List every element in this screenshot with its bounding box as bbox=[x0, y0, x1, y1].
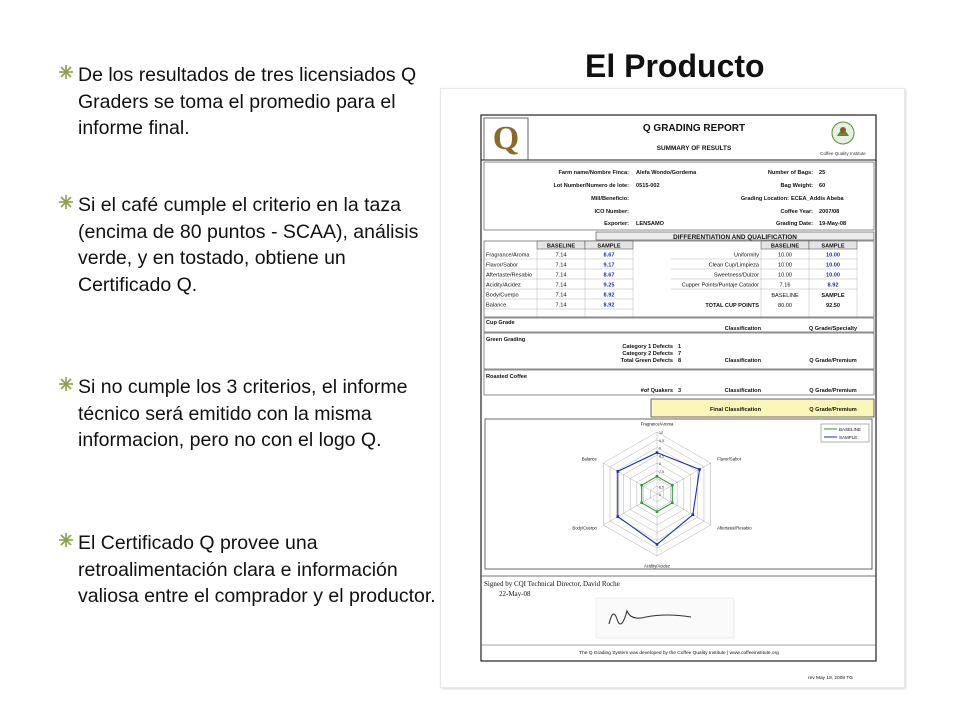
attr-baseline: 7.14 bbox=[555, 272, 567, 279]
info-value: 25 bbox=[819, 170, 826, 176]
radar-axis-label: Flavor/Sabor bbox=[717, 456, 742, 462]
radar-point-sample bbox=[617, 470, 620, 473]
totals-sample-header: SAMPLE bbox=[821, 293, 845, 299]
totals-baseline-header: BASELINE bbox=[771, 293, 799, 299]
bullet-text: El Certificado Q provee una retroalimentación clara e información valiosa entre el comprador y el productor. bbox=[78, 532, 436, 607]
attr-sample: 10.00 bbox=[826, 252, 840, 259]
roasted-classification-value: Q Grade/Premium bbox=[809, 388, 857, 394]
radar-tick-label: 6 bbox=[659, 493, 661, 497]
cup-grade-value: Q Grade/Specialty bbox=[808, 326, 858, 332]
asterisk-bullet-icon bbox=[58, 194, 74, 210]
legend-baseline-label: BASELINE bbox=[839, 427, 862, 432]
info-label: Grading Date: bbox=[776, 221, 813, 227]
slide-title: El Producto bbox=[585, 48, 765, 84]
radar-point-baseline bbox=[671, 502, 674, 505]
radar-chart bbox=[572, 422, 752, 569]
radar-tick-label: 6.5 bbox=[659, 485, 664, 490]
asterisk-bullet-icon bbox=[58, 376, 74, 392]
col-sample: SAMPLE bbox=[597, 243, 621, 250]
bullet-text: De los resultados de tres licensiados Q Graders se toma el promedio para el informe final. bbox=[78, 64, 417, 139]
info-label: Lot Number/Numero de lote: bbox=[553, 183, 629, 189]
report-drawing bbox=[441, 89, 906, 689]
info-label: Grading Location: bbox=[740, 196, 789, 202]
cqi-logo-icon bbox=[832, 122, 854, 144]
radar-tick-label: 9 bbox=[659, 446, 661, 451]
cup-grade-label: Cup Grade bbox=[486, 320, 515, 326]
quakers-label: #of Quakers bbox=[640, 388, 673, 394]
attr-name: Clean Cup/Limpieza bbox=[708, 262, 759, 269]
info-label: Bag Weight: bbox=[780, 183, 813, 189]
diff-title: DIFFERENTIATION AND QUALIFICATION bbox=[673, 234, 797, 241]
col-baseline: BASELINE bbox=[546, 243, 576, 250]
attr-sample: 9.17 bbox=[603, 262, 615, 269]
green-row-value: 8 bbox=[678, 358, 682, 364]
total-sample: 92.50 bbox=[826, 303, 840, 309]
attr-sample: 8.92 bbox=[603, 302, 615, 309]
revision-note: rev May 18, 2008 TG bbox=[808, 676, 853, 681]
green-row-value: 7 bbox=[678, 351, 682, 357]
attr-name: Uniformity bbox=[733, 252, 759, 259]
radar-point-baseline bbox=[656, 475, 659, 478]
info-label: Coffee Year: bbox=[780, 209, 813, 215]
green-classification-value: Q Grade/Premium bbox=[809, 358, 857, 364]
radar-point-baseline bbox=[640, 484, 643, 487]
attr-baseline: 7.14 bbox=[555, 302, 567, 309]
signed-by: Signed by CQI Technical Director, David Roche bbox=[484, 580, 620, 588]
attr-baseline: 7.16 bbox=[779, 282, 791, 289]
attr-sample: 8.92 bbox=[827, 282, 839, 289]
radar-point-baseline bbox=[640, 502, 643, 505]
total-cup-points-label: TOTAL CUP POINTS bbox=[705, 303, 759, 309]
attr-baseline: 7.14 bbox=[555, 262, 567, 269]
legend-sample-label: SAMPLE bbox=[839, 435, 858, 440]
attr-name: Body/Cuerpo bbox=[486, 292, 519, 299]
asterisk-bullet-icon bbox=[58, 64, 74, 80]
attr-name: Flavor/Sabor bbox=[486, 262, 519, 269]
radar-point-sample bbox=[698, 468, 701, 471]
attr-name: Fragrance/Aroma bbox=[486, 252, 530, 259]
radar-axis-label: Fragrance/Aroma bbox=[640, 421, 674, 427]
attr-name: Acidity/Acidez bbox=[486, 282, 521, 289]
col-baseline: BASELINE bbox=[770, 243, 800, 250]
radar-tick-label: 7 bbox=[659, 477, 661, 482]
attr-sample: 10.00 bbox=[826, 272, 840, 279]
attr-baseline: 7.14 bbox=[555, 292, 567, 299]
info-label: ICO Number: bbox=[594, 209, 629, 215]
radar-tick-label: 7.5 bbox=[659, 469, 664, 474]
attr-name: Sweetness/Dulzor bbox=[713, 272, 759, 279]
radar-axis-label: Aftertaste/Resabio bbox=[717, 525, 752, 531]
q-grading-report-document bbox=[440, 88, 905, 688]
final-classification-label: Final Classification bbox=[710, 407, 761, 413]
attr-sample: 9.25 bbox=[603, 282, 615, 289]
info-label: Number of Bags: bbox=[767, 170, 813, 176]
attr-sample: 8.67 bbox=[603, 272, 615, 279]
roasted-classification-label: Classification bbox=[724, 388, 761, 394]
roasted-coffee-label: Roasted Coffee bbox=[486, 374, 528, 380]
attr-baseline: 10.00 bbox=[778, 262, 792, 269]
info-value: 19-May-08 bbox=[819, 221, 847, 227]
quakers-value: 3 bbox=[678, 388, 682, 394]
green-grading-label: Green Grading bbox=[486, 337, 526, 343]
radar-point-sample bbox=[656, 543, 659, 546]
green-row-label: Category 1 Defects bbox=[622, 344, 673, 350]
green-classification-label: Classification bbox=[724, 358, 761, 364]
info-value: 60 bbox=[819, 183, 826, 189]
report-heading: Q GRADING REPORT bbox=[642, 123, 746, 134]
info-label: Mill/Beneficio: bbox=[591, 196, 629, 202]
radar-tick-label: 9.5 bbox=[659, 438, 664, 443]
total-baseline: 80.00 bbox=[778, 303, 792, 309]
asterisk-bullet-icon bbox=[58, 532, 74, 548]
radar-point-sample bbox=[617, 515, 620, 518]
report-subheading: SUMMARY OF RESULTS bbox=[656, 145, 732, 152]
radar-tick-label: 10 bbox=[659, 431, 663, 435]
green-row-value: 1 bbox=[678, 344, 682, 350]
bullet-text: Si no cumple los 3 criterios, el informe técnico será emitido con la misma informacion, pero no con el logo Q. bbox=[78, 376, 408, 451]
info-value: LENSAMO bbox=[636, 221, 664, 227]
radar-axis-label: Balance bbox=[581, 456, 597, 462]
attr-name: Balance bbox=[486, 302, 507, 309]
info-value: Alefa Wondo/Gordema bbox=[636, 170, 697, 176]
radar-point-baseline bbox=[671, 484, 674, 487]
attr-name: Cupper Points/Puntaje Catador bbox=[681, 282, 759, 289]
report-footer: The Q Grading System was developed by the Coffee Quality Institute | www.coffeeinstitute.org bbox=[579, 651, 779, 656]
final-classification-value: Q Grade/Premium bbox=[809, 407, 857, 413]
radar-axis-label: Acidity/Acidez bbox=[643, 563, 671, 569]
signed-date: 22-May-08 bbox=[499, 590, 531, 598]
info-label: Farm name/Nombre Finca: bbox=[558, 170, 629, 176]
attr-sample: 8.92 bbox=[603, 292, 615, 299]
attr-baseline: 7.14 bbox=[555, 282, 567, 289]
radar-point-sample bbox=[692, 513, 695, 516]
institute-name: Coffee Quality Institute bbox=[820, 151, 866, 156]
bullet-text: Si el café cumple el criterio en la taza (encima de 80 puntos - SCAA), análisis verde, y en tostado, obtiene un Certificado Q. bbox=[78, 194, 419, 296]
info-label: Exporter: bbox=[604, 221, 629, 227]
attr-sample: 8.67 bbox=[603, 252, 615, 259]
cup-grade-classification-label: Classification bbox=[724, 326, 761, 332]
col-sample: SAMPLE bbox=[821, 243, 845, 250]
q-logo-icon: Q bbox=[492, 120, 520, 157]
radar-tick-label: 8.5 bbox=[659, 454, 664, 459]
attr-name: Aftertaste/Resabio bbox=[486, 272, 533, 279]
info-value: 2007/08 bbox=[819, 209, 840, 215]
green-row-label: Total Green Defects bbox=[620, 358, 673, 364]
radar-tick-label: 8 bbox=[659, 462, 661, 466]
radar-axis-label: Body/Cuerpo bbox=[572, 525, 597, 531]
attr-baseline: 10.00 bbox=[778, 252, 792, 259]
info-value: ECEA_Addis Abeba bbox=[791, 196, 844, 202]
green-row-label: Category 2 Defects bbox=[622, 351, 673, 357]
attr-baseline: 10.00 bbox=[778, 272, 792, 279]
attr-baseline: 7.14 bbox=[555, 252, 567, 259]
attr-sample: 10.00 bbox=[826, 262, 840, 269]
info-value: 0515-002 bbox=[636, 183, 660, 189]
radar-point-sample bbox=[656, 451, 659, 454]
radar-point-baseline bbox=[656, 510, 659, 513]
